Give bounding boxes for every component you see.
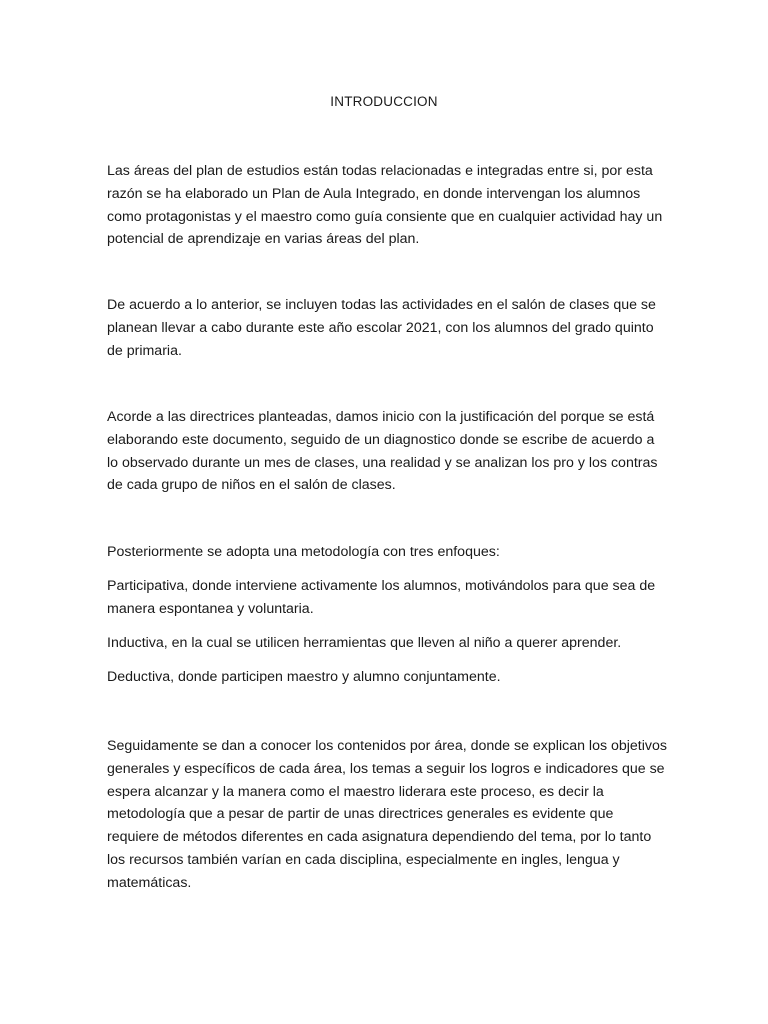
paragraph-inductiva: Inductiva, en la cual se utilicen herramientas que lleven al niño a querer aprender. <box>107 635 622 651</box>
document-title: INTRODUCCION <box>330 94 438 109</box>
paragraph-activities: De acuerdo a lo anterior, se incluyen todas las actividades en el salón de clases que se planean llevar a cabo durante este año escolar 2021, con los alumnos del grado quinto de primaria. <box>107 297 656 359</box>
paragraph-intro-areas: Las áreas del plan de estudios están todas relacionadas e integradas entre si, por esta razón se ha elaborado un Plan de Aula Integrado, en donde intervengan los alumnos como protagonistas y el maestro como guía consiente que en cualquier actividad hay un potencial de aprendizaje en varias áreas del plan. <box>107 163 663 248</box>
paragraph-participativa: Participativa, donde interviene activamente los alumnos, motivándolos para que sea de manera espontanea y voluntaria. <box>107 578 656 617</box>
paragraph-contenidos: Seguidamente se dan a conocer los contenidos por área, donde se explican los objetivos generales y específicos de cada área, los temas a seguir los logros e indicadores que se espera alcanzar y la manera como el maestro liderara este proceso, es decir la metodología que a pesar de partir de unas directrices generales es evidente que requiere de métodos diferentes en cada asignatura dependiendo del tema, por lo tanto los recursos también varían en cada disciplina, especialmente en ingles, lengua y matemáticas. <box>107 738 667 891</box>
paragraph-metodologia: Posteriormente se adopta una metodología con tres enfoques: <box>107 544 500 560</box>
paragraph-deductiva: Deductiva, donde participen maestro y alumno conjuntamente. <box>107 669 501 685</box>
paragraph-directrices: Acorde a las directrices planteadas, damos inicio con la justificación del porque se está elaborando este documento, seguido de un diagnostico donde se escribe de acuerdo a lo observado durante un mes de clases, una realidad y se analizan los pro y los contras de cada grupo de niños en el salón de clases. <box>107 409 658 494</box>
